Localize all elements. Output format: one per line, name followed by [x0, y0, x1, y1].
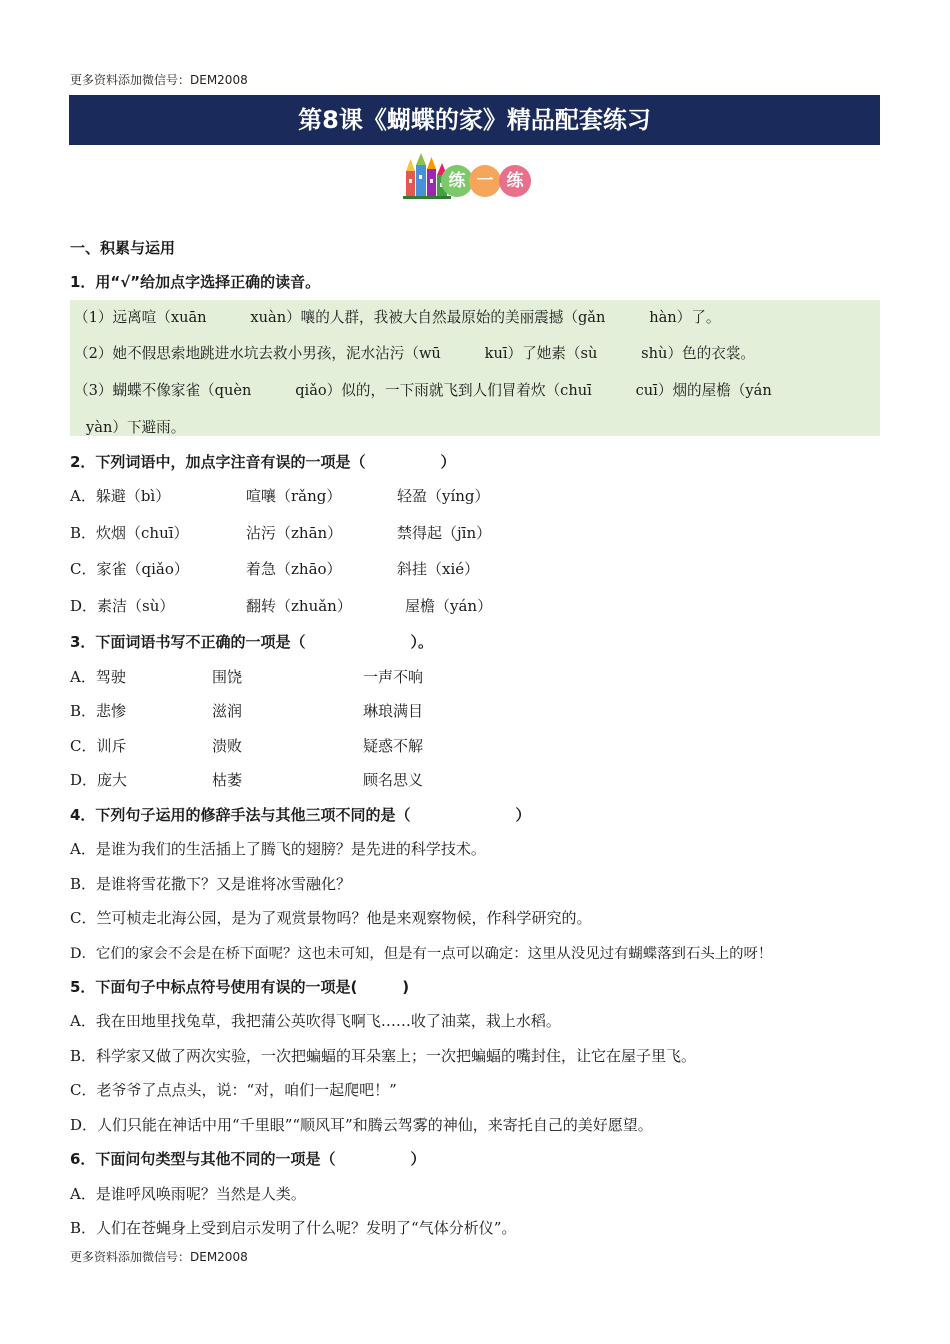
q4-option: B．是谁将雪花撒下？又是谁将冰雪融化？	[70, 875, 352, 893]
q3-option: 滋润	[212, 702, 243, 720]
q2-option: 屋檐（yán）	[405, 597, 493, 615]
badge-char-2: 一	[469, 165, 501, 197]
footer-note: 更多资料添加微信号：DEM2008	[70, 1250, 248, 1264]
q2-option: 喧嚷（rǎng）	[246, 487, 342, 505]
q1-line: （3）蝴蝶不像家雀（quèn qiǎo）似的，一下雨就飞到人们冒着炊（chuī cuī）烟的屋檐（yán	[74, 382, 772, 399]
q2-option: D．素洁（sù）	[70, 597, 175, 615]
badge-char-1: 练	[441, 165, 473, 197]
q3-option: 疑惑不解	[363, 737, 424, 755]
header-note: 更多资料添加微信号：DEM2008	[70, 73, 248, 87]
q2-option: 禁得起（jīn）	[397, 524, 492, 542]
q2-option: 轻盈（yíng）	[397, 487, 490, 505]
q3-option: B．悲惨	[70, 702, 127, 720]
q6-option: A．是谁呼风唤雨呢？当然是人类。	[70, 1185, 306, 1203]
q3-option: 溃败	[212, 737, 243, 755]
q3-prompt: 3．下面词语书写不正确的一项是（ ）。	[70, 633, 433, 651]
q3-option: 顾名思义	[363, 771, 424, 789]
q3-option: 一声不响	[363, 668, 424, 686]
q5-option: D．人们只能在神话中用“千里眼”“顺风耳”和腾云驾雾的神仙，来寄托自己的美好愿望。	[70, 1116, 653, 1134]
q4-option: A．是谁为我们的生活插上了腾飞的翅膀？是先进的科学技术。	[70, 840, 486, 858]
q1-prompt: 1．用“√”给加点字选择正确的读音。	[70, 273, 321, 291]
q4-prompt: 4．下列句子运用的修辞手法与其他三项不同的是（ ）	[70, 806, 531, 824]
q3-option: A．驾驶	[70, 668, 126, 686]
q6-prompt: 6．下面问句类型与其他不同的一项是（ ）	[70, 1150, 426, 1168]
q3-option: 围饶	[212, 668, 243, 686]
q1-line: （2）她不假思索地跳进水坑去救小男孩，泥水沾污（wū kuī）了她素（sù shù）色的衣裳。	[74, 345, 756, 362]
q2-prompt: 2．下列词语中，加点字注音有误的一项是（ ）	[70, 453, 456, 471]
practice-badge	[403, 153, 533, 199]
q1-line: yàn）下避雨。	[86, 419, 186, 436]
q5-prompt: 5．下面句子中标点符号使用有误的一项是( )	[70, 978, 410, 996]
badge-char-3: 练	[499, 165, 531, 197]
q3-option: 琳琅满目	[363, 702, 424, 720]
q4-option: D．它们的家会不会是在桥下面呢？这也未可知，但是有一点可以确定：这里从没见过有蝴蝶落到石头上的呀！	[70, 946, 773, 962]
page-title: 第8课《蝴蝶的家》精品配套练习	[69, 95, 880, 145]
q5-option: A．我在田地里找兔草，我把蒲公英吹得飞啊飞……收了油菜，栽上水稻。	[70, 1012, 561, 1030]
q2-option: A．躲避（bì）	[70, 487, 171, 505]
q3-option: 枯萎	[212, 771, 243, 789]
q5-option: C．老爷爷了点点头，说：“对，咱们一起爬吧！”	[70, 1081, 397, 1099]
q2-option: B．炊烟（chuī）	[70, 524, 189, 542]
q5-option: B．科学家又做了两次实验，一次把蝙蝠的耳朵塞上；一次把蝙蝠的嘴封住，让它在屋子里飞。	[70, 1047, 697, 1065]
section-heading: 一、积累与运用	[70, 239, 176, 257]
q2-option: 斜挂（xié）	[397, 560, 480, 578]
q3-option: D．庞大	[70, 771, 128, 789]
q4-option: C．竺可桢走北海公园，是为了观赏景物吗？他是来观察物候，作科学研究的。	[70, 909, 592, 927]
q1-line: （1）远离喧（xuān xuàn）嚷的人群，我被大自然最原始的美丽震撼（gǎn hàn）了。	[74, 309, 721, 326]
q2-option: 着急（zhāo）	[246, 560, 342, 578]
q2-option: 翻转（zhuǎn）	[246, 597, 352, 615]
q3-option: C．训斥	[70, 737, 127, 755]
q6-option: B．人们在苍蝇身上受到启示发明了什么呢？发明了“气体分析仪”。	[70, 1219, 517, 1237]
q2-option: 沾污（zhān）	[246, 524, 343, 542]
q2-option: C．家雀（qiǎo）	[70, 560, 189, 578]
